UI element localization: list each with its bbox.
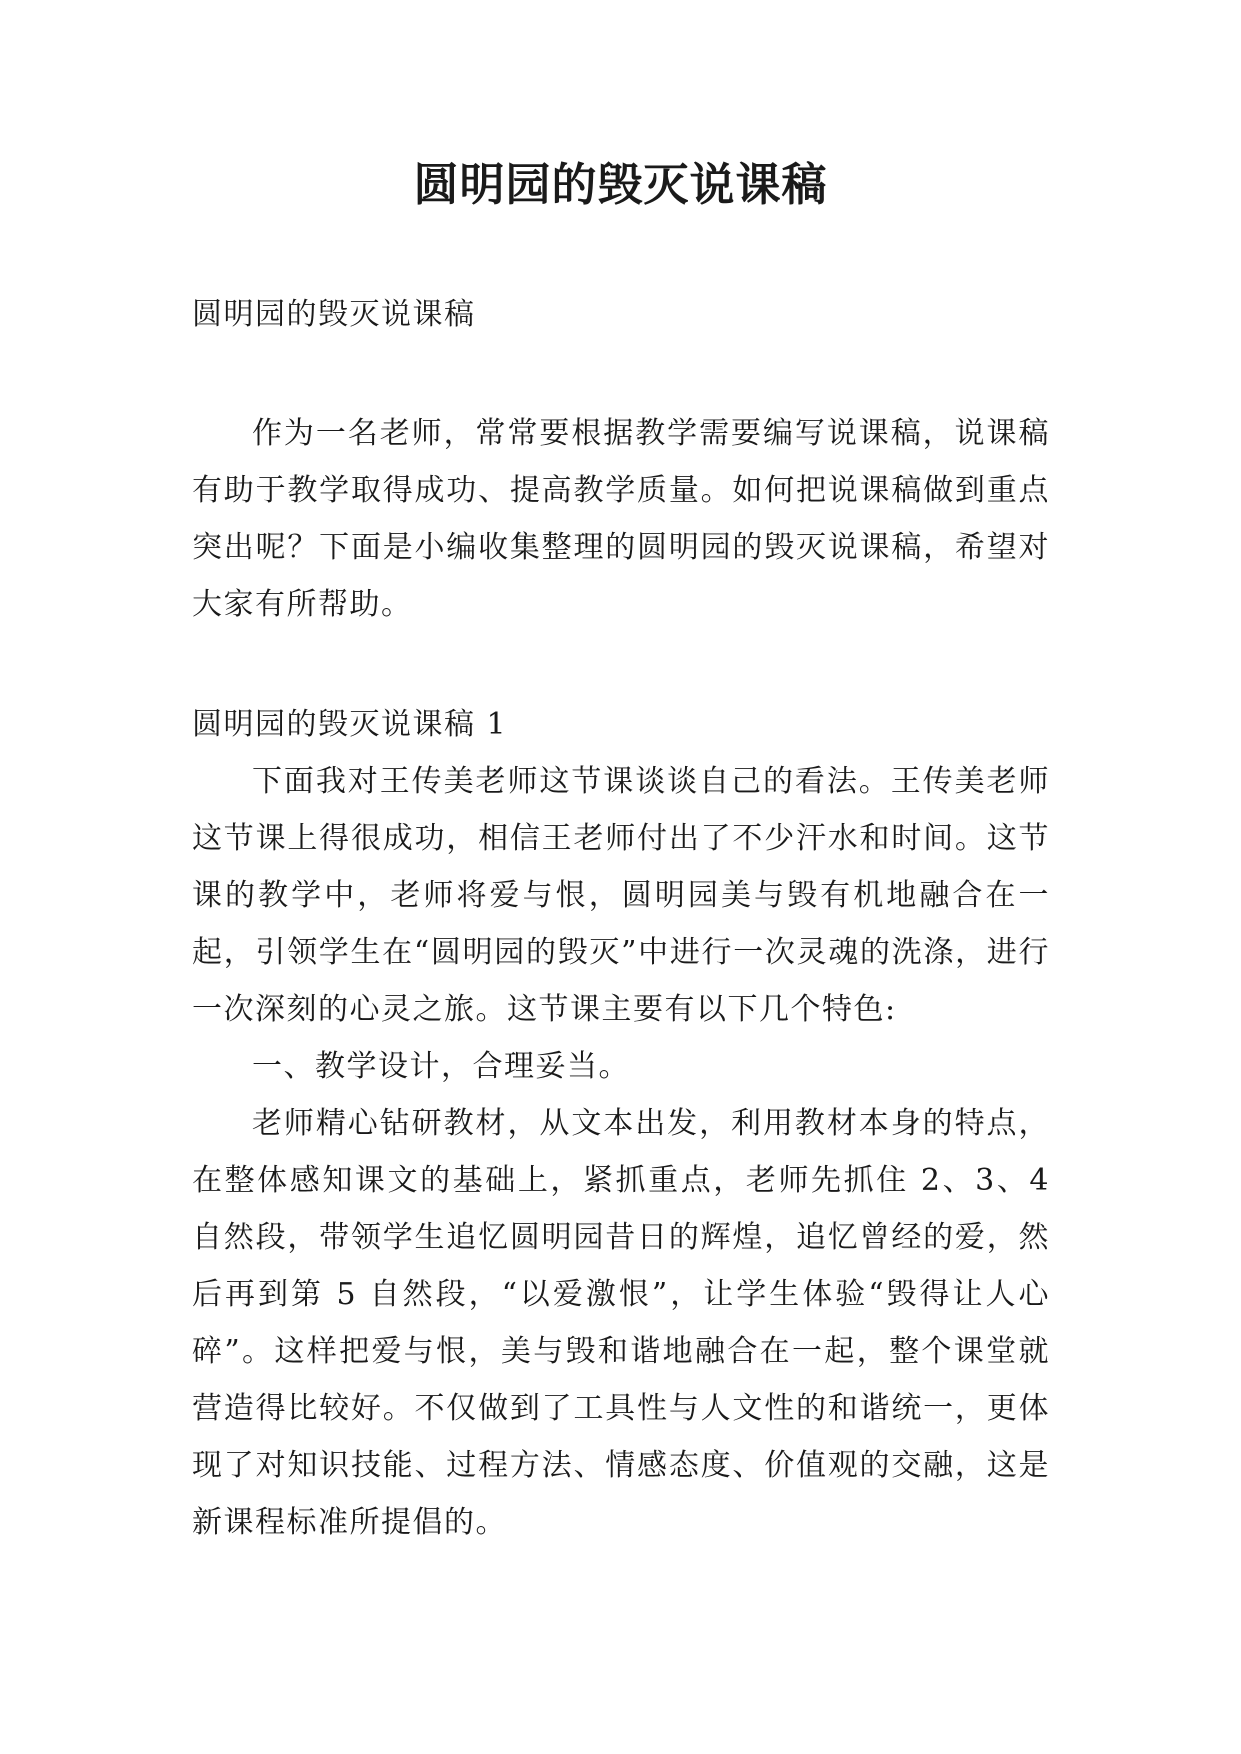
body-section <box>192 753 1050 1551</box>
body-paragraph: 老师精心钻研教材，从文本出发，利用教材本身的特点，在整体感知课文的基础上，紧抓重点，老师先抓住 2、3、4 自然段，带领学生追忆圆明园昔日的辉煌，追忆曾经的爱，然后再到第 5 自然段，“以爱激恨”，让学生体验“毁得让人心碎”。这样把爱与恨，美与毁和谐地融合在一起，整个课堂就营造得比较好。不仅做到了工具性与人文性的和谐统一，更体现了对知识技能、过程方法、情感态度、价值观的交融，这是新课程标准所提倡的。 <box>192 1106 1050 1540</box>
intro-paragraph: 作为一名老师，常常要根据教学需要编写说课稿，说课稿有助于教学取得成功、提高教学质量。如何把说课稿做到重点突出呢？下面是小编收集整理的圆明园的毁灭说课稿，希望对大家有所帮助。 <box>192 416 1050 622</box>
body-heading: 一、教学设计，合理妥当。 <box>252 1049 630 1084</box>
intro-section <box>192 405 1050 633</box>
body-paragraph: 下面我对王传美老师这节课谈谈自己的看法。王传美老师这节课上得很成功，相信王老师付出了不少汗水和时间。这节课的教学中，老师将爱与恨，圆明园美与毁有机地融合在一起，引领学生在“圆明园的毁灭”中进行一次灵魂的洗涤，进行一次深刻的心灵之旅。这节课主要有以下几个特色: <box>192 764 1050 1027</box>
section-title: 圆明园的毁灭说课稿 1 <box>192 707 508 742</box>
document-title: 圆明园的毁灭说课稿 <box>413 158 828 211</box>
document-subtitle: 圆明园的毁灭说课稿 <box>192 297 476 332</box>
